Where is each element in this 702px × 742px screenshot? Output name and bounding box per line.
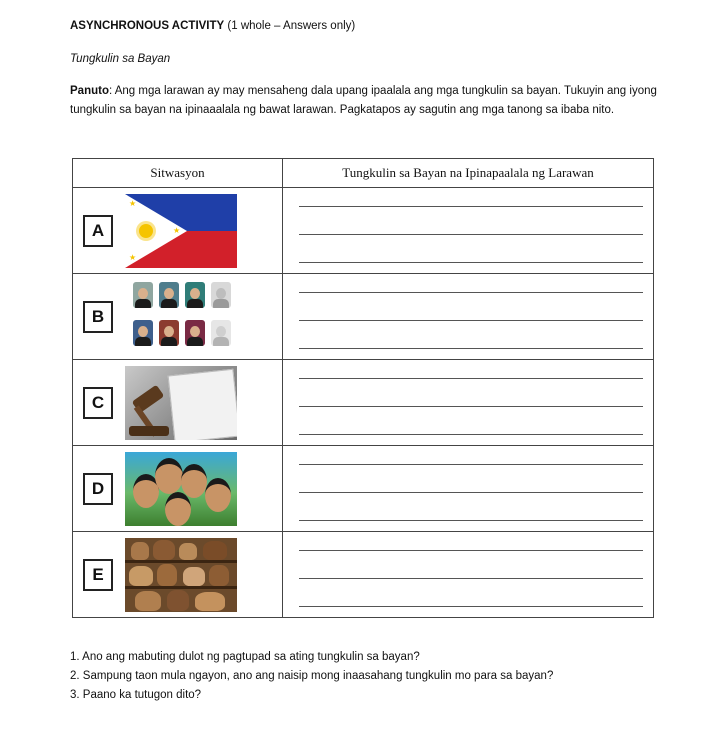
- situation-cell: [73, 274, 283, 360]
- table-row: [73, 188, 654, 274]
- row-letter: A: [83, 215, 113, 247]
- situation-cell: [73, 188, 283, 274]
- table-header-row: [73, 159, 654, 188]
- answer-line[interactable]: [299, 578, 643, 579]
- philippine-flag-image: ★ ★ ★: [125, 194, 237, 268]
- question-3: 3. Paano ka tutugon dito?: [70, 689, 202, 701]
- answer-line[interactable]: [299, 206, 643, 207]
- answer-line[interactable]: [299, 378, 643, 379]
- answer-line[interactable]: [299, 464, 643, 465]
- answer-line[interactable]: [299, 434, 643, 435]
- row-letter: D: [83, 473, 113, 505]
- answer-line[interactable]: [299, 550, 643, 551]
- row-letter: E: [83, 559, 113, 591]
- table-row: [73, 532, 654, 618]
- answer-cell[interactable]: [283, 446, 654, 532]
- header-tungkulin: Tungkulin sa Bayan na Ipinapaalala ng Larawan: [283, 159, 654, 188]
- answer-line[interactable]: [299, 234, 643, 235]
- children-group-image: [125, 452, 237, 526]
- table-row: [73, 274, 654, 360]
- row-letter: B: [83, 301, 113, 333]
- answer-cell[interactable]: [283, 360, 654, 446]
- answer-cell[interactable]: [283, 532, 654, 618]
- situation-cell: [73, 446, 283, 532]
- row-letter: C: [83, 387, 113, 419]
- answer-line[interactable]: [299, 520, 643, 521]
- answer-line[interactable]: [299, 292, 643, 293]
- table-row: [73, 360, 654, 446]
- header-sitwasyon: Sitwasyon: [73, 159, 283, 188]
- national-heroes-image: [125, 280, 237, 354]
- activity-heading: ASYNCHRONOUS ACTIVITY (1 whole – Answers only): [70, 20, 356, 32]
- table-row: [73, 446, 654, 532]
- gavel-constitution-image: [125, 366, 237, 440]
- answer-line[interactable]: [299, 348, 643, 349]
- question-2: 2. Sampung taon mula ngayon, ano ang naisip mong inaasahang tungkulin mo para sa bayan?: [70, 670, 554, 682]
- answer-line[interactable]: [299, 606, 643, 607]
- question-1: 1. Ano ang mabuting dulot ng pagtupad sa ating tungkulin sa bayan?: [70, 651, 420, 663]
- answer-line[interactable]: [299, 320, 643, 321]
- instructions: Panuto: Ang mga larawan ay may mensaheng dala upang ipaalala ang mga tungkulin sa bayan. Tukuyin ang iyong tungkulin sa bayan na ipinaaalala ng bawat larawan. Pagkatapos ay sagutin ang mga tanong sa ibaba nito.: [70, 85, 657, 116]
- situation-cell: [73, 532, 283, 618]
- answer-line[interactable]: [299, 262, 643, 263]
- activity-subtitle: Tungkulin sa Bayan: [70, 53, 171, 65]
- situation-cell: [73, 360, 283, 446]
- answer-cell[interactable]: [283, 188, 654, 274]
- answer-line[interactable]: [299, 406, 643, 407]
- answer-cell[interactable]: [283, 274, 654, 360]
- answer-line[interactable]: [299, 492, 643, 493]
- activity-table: [72, 158, 654, 618]
- local-crafts-image: [125, 538, 237, 612]
